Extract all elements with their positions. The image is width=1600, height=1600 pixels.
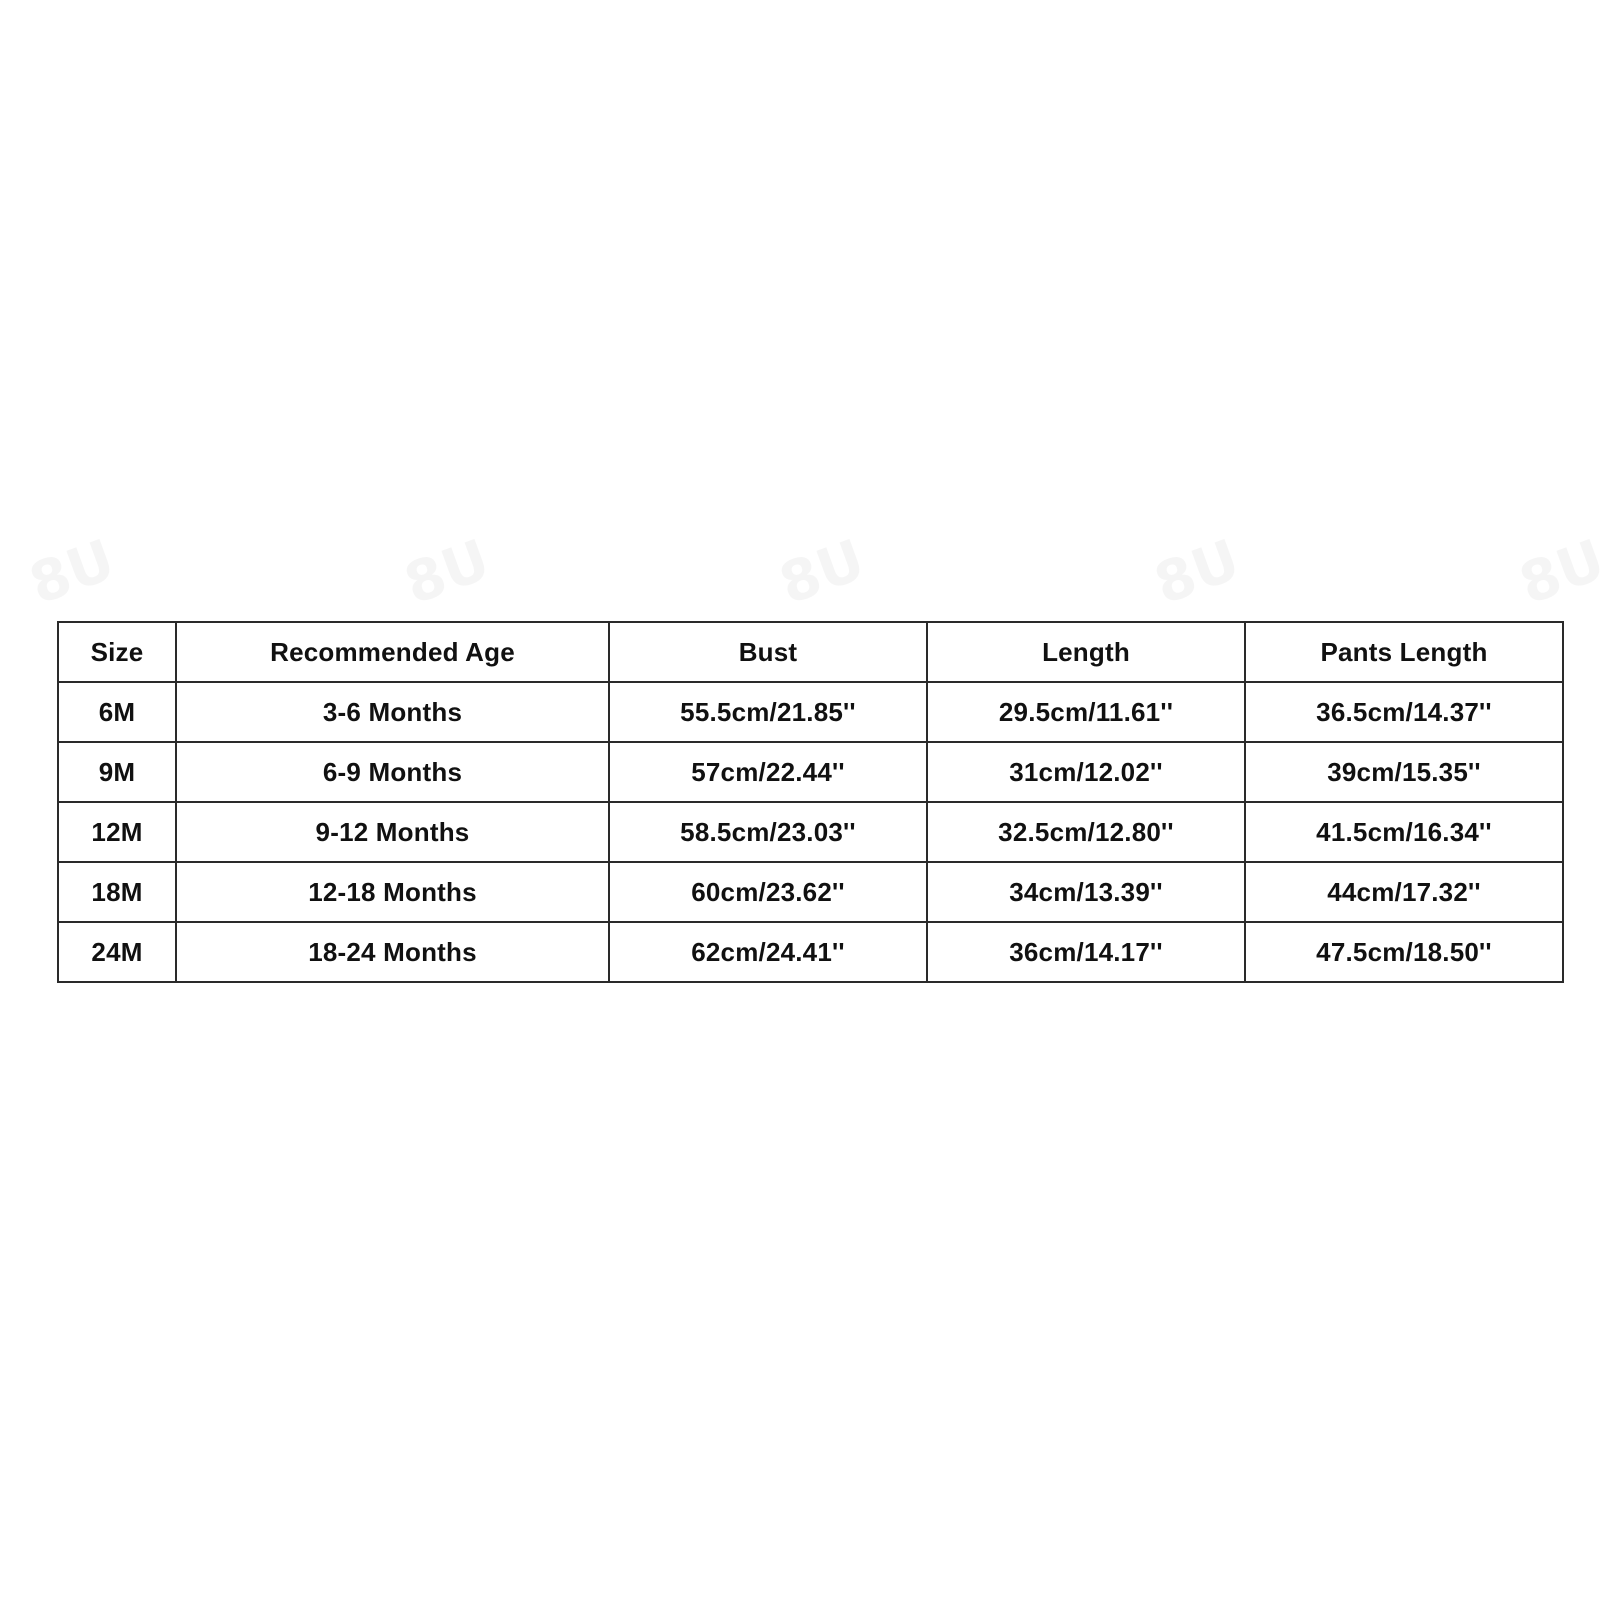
pants-length-cell: 41.5cm/16.34''	[1245, 802, 1563, 862]
pants-length-cell: 47.5cm/18.50''	[1245, 922, 1563, 982]
length-cell: 31cm/12.02''	[927, 742, 1245, 802]
size-cell: 12M	[58, 802, 176, 862]
bust-cell: 57cm/22.44''	[609, 742, 927, 802]
bust-cell: 62cm/24.41''	[609, 922, 927, 982]
pants-length-cell: 44cm/17.32''	[1245, 862, 1563, 922]
age-cell: 12-18 Months	[176, 862, 609, 922]
table-row	[58, 682, 1563, 742]
size-cell: 9M	[58, 742, 176, 802]
pants-length-cell: 39cm/15.35''	[1245, 742, 1563, 802]
size-chart-table	[57, 621, 1564, 983]
bust-cell: 55.5cm/21.85''	[609, 682, 927, 742]
age-cell: 6-9 Months	[176, 742, 609, 802]
table-row	[58, 922, 1563, 982]
length-cell: 36cm/14.17''	[927, 922, 1245, 982]
size-cell: 24M	[58, 922, 176, 982]
watermark	[1146, 528, 1248, 618]
column-header-pants-length: Pants Length	[1245, 622, 1563, 682]
table-row	[58, 742, 1563, 802]
bust-cell: 60cm/23.62''	[609, 862, 927, 922]
table-row	[58, 862, 1563, 922]
pants-length-cell: 36.5cm/14.37''	[1245, 682, 1563, 742]
size-cell: 18M	[58, 862, 176, 922]
column-header-recommended-age: Recommended Age	[176, 622, 609, 682]
column-header-bust: Bust	[609, 622, 927, 682]
length-cell: 29.5cm/11.61''	[927, 682, 1245, 742]
watermark	[1511, 528, 1600, 618]
watermark	[396, 528, 498, 618]
size-cell: 6M	[58, 682, 176, 742]
table-row	[58, 802, 1563, 862]
age-cell: 18-24 Months	[176, 922, 609, 982]
bust-cell: 58.5cm/23.03''	[609, 802, 927, 862]
age-cell: 3-6 Months	[176, 682, 609, 742]
length-cell: 34cm/13.39''	[927, 862, 1245, 922]
watermark	[771, 528, 873, 618]
length-cell: 32.5cm/12.80''	[927, 802, 1245, 862]
watermark	[21, 528, 123, 618]
column-header-size: Size	[58, 622, 176, 682]
column-header-length: Length	[927, 622, 1245, 682]
age-cell: 9-12 Months	[176, 802, 609, 862]
table-header-row	[58, 622, 1563, 682]
